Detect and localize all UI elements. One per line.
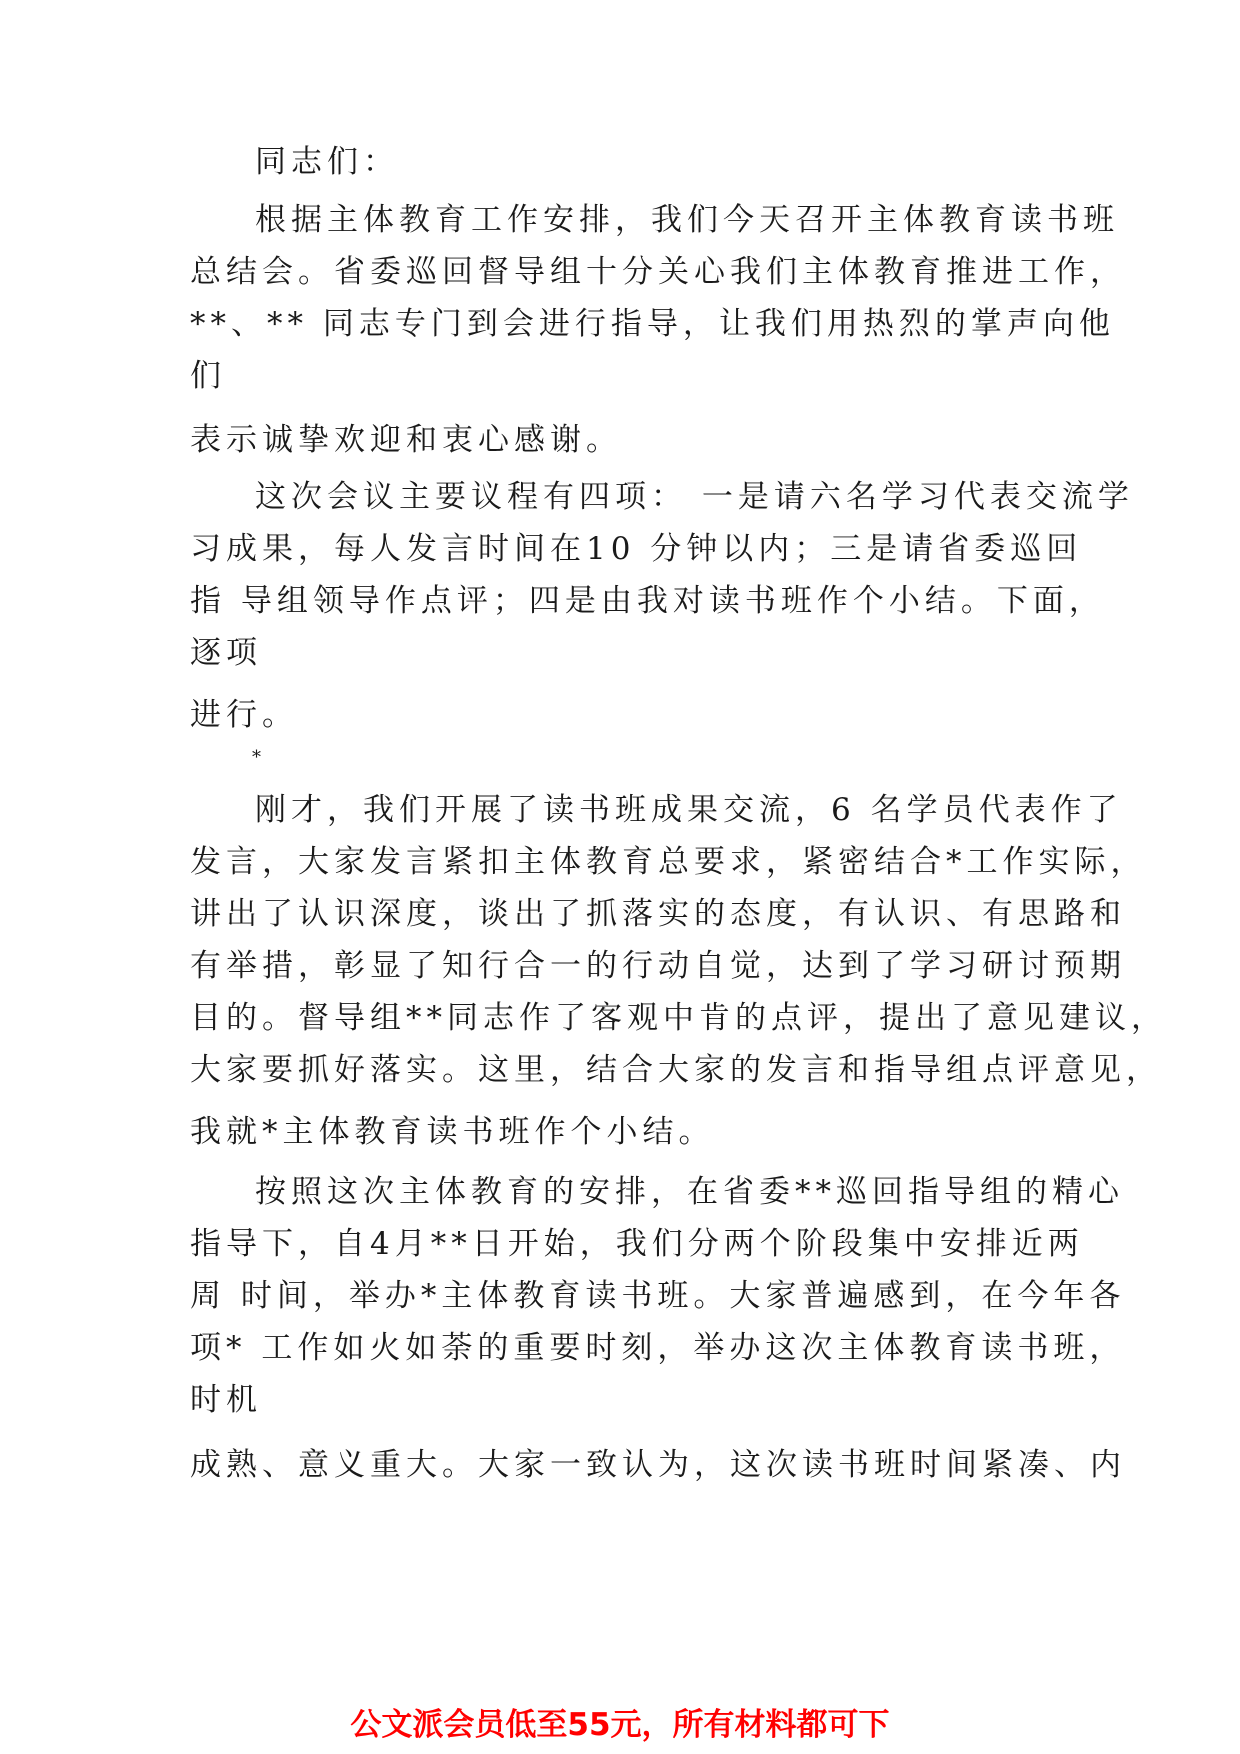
paragraph-line: 我就*主体教育读书班作个小结。 [190,1114,715,1150]
paragraph-line: 周 时间，举办*主体教育读书班。大家普遍感到，在今年各 [190,1278,1126,1314]
paragraph-line: 刚才，我们开展了读书班成果交流，6 名学员代表作了 [255,792,1123,828]
paragraph-line: 习成果，每人发言时间在10 分钟以内；三是请省委巡回 [190,531,1083,567]
paragraph-line: 成熟、意义重大。大家一致认为，这次读书班时间紧凑、内 [190,1447,1126,1483]
paragraph-line: 逐项 [190,635,262,671]
paragraph-line: 进行。 [190,697,298,733]
paragraph-line: 时机 [190,1382,262,1418]
paragraph-line: 目的。督导组**同志作了客观中肯的点评，提出了意见建议， [190,1000,1167,1036]
paragraph-line: 项* 工作如火如荼的重要时刻，举办这次主体教育读书班， [190,1330,1126,1366]
salutation: 同志们： [255,144,399,180]
paragraph-line: 有举措，彰显了知行合一的行动自觉，达到了学习研讨预期 [190,948,1126,984]
paragraph-line: 讲出了认识深度，谈出了抓落实的态度，有认识、有思路和 [190,896,1126,932]
paragraph-line: 指 导组领导作点评；四是由我对读书班作个小结。下面， [190,583,1105,619]
paragraph-line: 根据主体教育工作安排，我们今天召开主体教育读书班 [255,202,1119,238]
paragraph-line: 们 [190,358,226,394]
paragraph-line: 指导下，自4月**日开始，我们分两个阶段集中安排近两 [190,1226,1084,1262]
promo-banner: 公文派会员低至55元，所有材料都可下 [350,1707,890,1743]
paragraph-line: **、** 同志专门到会进行指导，让我们用热烈的掌声向他 [190,306,1115,342]
asterisk-mark: * [252,747,261,768]
paragraph-line: 表示诚挚欢迎和衷心感谢。 [190,422,622,458]
paragraph-line: 大家要抓好落实。这里，结合大家的发言和指导组点评意见， [190,1052,1162,1088]
paragraph-line: 发言，大家发言紧扣主体教育总要求，紧密结合*工作实际， [190,844,1147,880]
paragraph-line: 按照这次主体教育的安排，在省委**巡回指导组的精心 [255,1174,1124,1210]
paragraph-line: 这次会议主要议程有四项： 一是请六名学习代表交流学 [255,479,1134,515]
paragraph-line: 总结会。省委巡回督导组十分关心我们主体教育推进工作， [190,254,1126,290]
